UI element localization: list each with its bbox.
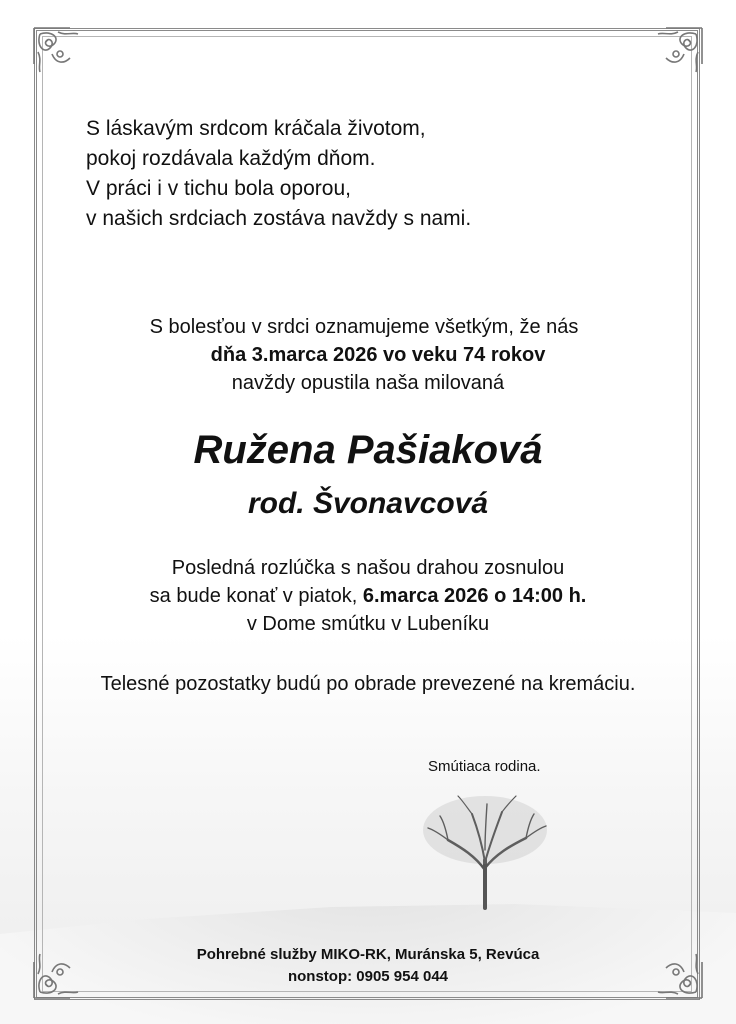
poem-line: V práci i v tichu bola oporou, <box>86 177 351 200</box>
remains-note: Telesné pozostatky budú po obrade prevezené na kremáciu. <box>100 673 636 695</box>
farewell-line: Posledná rozlúčka s našou drahou zosnulou <box>171 557 565 579</box>
funeral-service-phone: nonstop: 0905 954 044 <box>287 968 449 985</box>
death-announcement <box>0 313 736 397</box>
funeral-service-info <box>0 944 736 988</box>
memorial-poem <box>86 114 471 234</box>
maiden-name: rod. Švonavcová <box>247 487 489 520</box>
farewell-day: sa bude konať v piatok, <box>149 585 363 607</box>
death-date-line: dňa 3.marca 2026 vo veku 74 rokov <box>210 344 546 366</box>
farewell-datetime-line <box>0 582 736 610</box>
signature: Smútiaca rodina. <box>428 758 541 775</box>
announcement-line: navždy opustila naša milovaná <box>231 372 505 394</box>
lone-tree-icon <box>410 790 560 910</box>
ornament-corner-icon <box>642 24 706 88</box>
ornament-corner-icon <box>30 24 94 88</box>
farewell-location: v Dome smútku v Lubeníku <box>246 613 490 635</box>
funeral-details <box>0 554 736 638</box>
funeral-service-address: Pohrebné služby MIKO-RK, Muránska 5, Revúca <box>196 946 540 963</box>
announcement-line: S bolesťou v srdci oznamujeme všetkým, že nás <box>149 316 579 338</box>
deceased-name: Ružena Pašiaková <box>193 428 543 472</box>
farewell-datetime: 6.marca 2026 o 14:00 h. <box>362 585 587 607</box>
poem-line: v našich srdciach zostáva navždy s nami. <box>86 207 472 230</box>
poem-line: pokoj rozdávala každým dňom. <box>86 147 376 170</box>
poem-line: S láskavým srdcom kráčala životom, <box>86 117 426 140</box>
